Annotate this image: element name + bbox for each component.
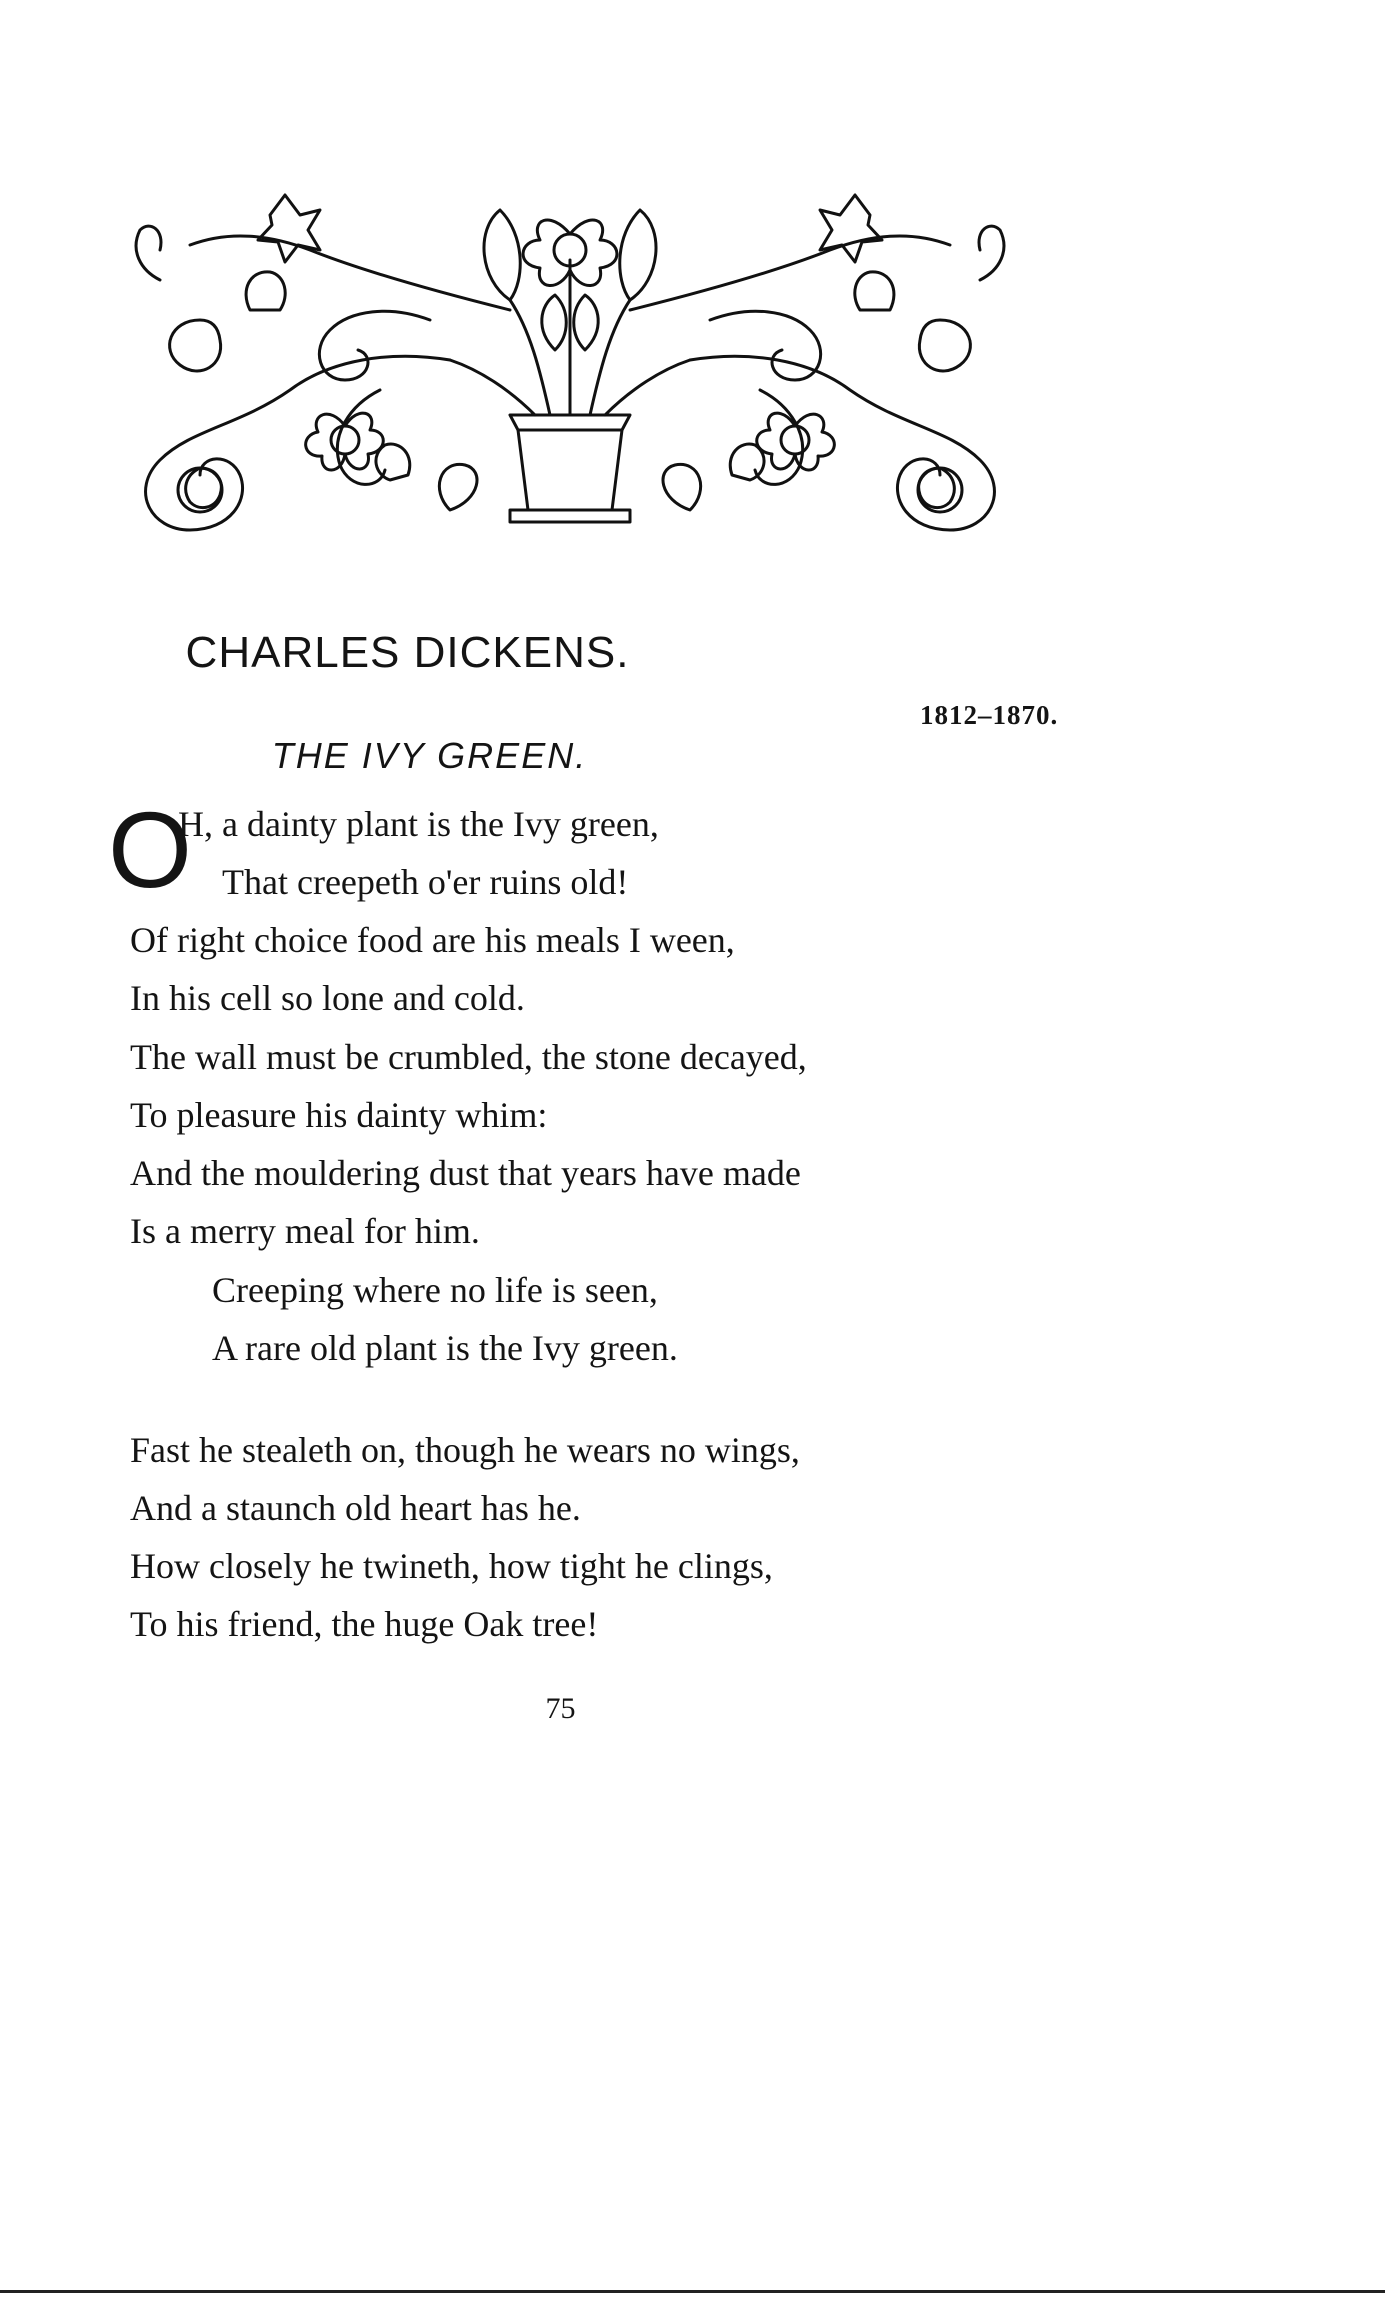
author-dates: 1812–1870.	[920, 700, 1059, 730]
poem-title: THE IVY GREEN.	[271, 735, 588, 776]
poem-line: And a staunch old heart has he.	[130, 1488, 581, 1528]
floral-flowerpot-headpiece-icon	[130, 190, 1010, 535]
poem-line: In his cell so lone and cold.	[130, 978, 525, 1018]
poem-line: Is a merry meal for him.	[130, 1211, 480, 1251]
poem-line: That creepeth o'er ruins old!	[222, 862, 629, 902]
poem-line: How closely he twineth, how tight he clings,	[130, 1546, 773, 1586]
author-name: CHARLES DICKENS.	[185, 628, 630, 677]
poem-line: Of right choice food are his meals I ween,	[130, 920, 735, 960]
poem-line: Fast he stealeth on, though he wears no wings,	[130, 1430, 800, 1470]
poem-line: Creeping where no life is seen,	[212, 1270, 658, 1310]
drop-cap: O	[108, 789, 193, 910]
poem-line: A rare old plant is the Ivy green.	[212, 1328, 678, 1368]
poem-line: H, a dainty plant is the Ivy green,	[178, 804, 659, 844]
poem-line: And the mouldering dust that years have made	[130, 1153, 801, 1193]
poem-line: To pleasure his dainty whim:	[130, 1095, 548, 1135]
page-number: 75	[545, 1692, 576, 1725]
poem-line: To his friend, the huge Oak tree!	[130, 1604, 599, 1644]
bottom-rule	[0, 2290, 1385, 2293]
poem-line: The wall must be crumbled, the stone decayed,	[130, 1037, 807, 1077]
